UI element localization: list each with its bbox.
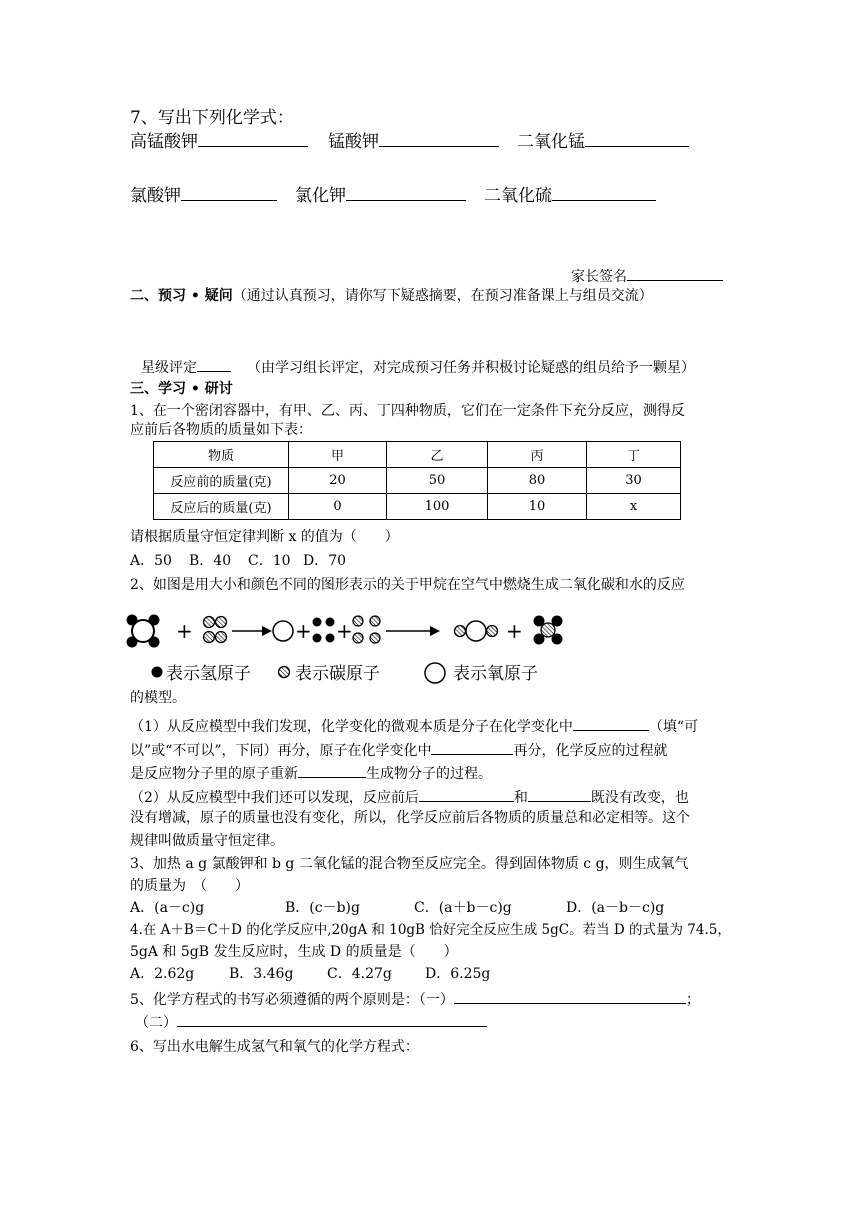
q1-line-2: 应前后各物质的质量如下表：	[130, 422, 312, 438]
q1-option-b[interactable]: B．40	[189, 553, 232, 569]
table-cell: 反应后的质量(克)	[154, 494, 289, 520]
q7-label-5: 氯化钾	[295, 186, 346, 206]
section-2-note: （通过认真预习，请你写下疑惑摘要，在预习准备课上与组员交流）	[232, 288, 653, 304]
star-rating-blank[interactable]	[197, 355, 231, 372]
parent-signature	[571, 264, 723, 287]
carbon-atom-icon	[279, 667, 290, 678]
legend-carbon-label: 表示碳原子	[295, 664, 380, 684]
q2-line-2: 的模型。	[130, 690, 186, 706]
table-header: 丙	[488, 442, 587, 468]
table-cell: 10	[488, 494, 587, 520]
q2-part2-line2: 没有增减，原子的质量也没有变化，所以，化学反应前后各物质的质量总和必定相等。这个	[130, 810, 690, 826]
q2-part1-text: 生成物分子的过程。	[366, 766, 492, 782]
q1-option-c[interactable]: C．10	[248, 553, 291, 569]
q5-text: ；	[685, 992, 700, 1008]
section-2-line	[130, 286, 653, 306]
q2-part1-text: （填“可	[648, 719, 699, 735]
q3-options	[130, 898, 664, 918]
q2-part2-text: 和	[513, 790, 528, 806]
table-header: 丁	[587, 442, 681, 468]
q2-part2-text: 既没有改变，也	[590, 790, 689, 806]
q7-label-6: 二氧化硫	[484, 186, 552, 206]
arrow-icon	[386, 626, 440, 636]
methane-molecule	[127, 615, 160, 648]
q2-part1-text: 以”或“不可以”，下同）再分，原子在化学变化中	[130, 743, 432, 759]
mass-table	[153, 441, 681, 520]
plus-sign: +	[506, 619, 523, 643]
table-cell: 80	[488, 468, 587, 494]
q1-line-1: 1、在一个密闭容器中，有甲、乙、丙、丁四种物质，它们在一定条件下充分反应，测得反	[130, 403, 685, 419]
q7-blank-1[interactable]	[198, 130, 308, 147]
q6-line: 6、写出水电解生成氢气和氧气的化学方程式：	[130, 1039, 419, 1055]
q1-options	[130, 551, 346, 571]
q2-line-1: 2、如图是用大小和颜色不同的图形表示的关于甲烷在空气中燃烧生成二氧化碳和水的反应	[130, 577, 685, 593]
q3-option-d[interactable]: D．(a－b－c)g	[566, 900, 665, 916]
hydrogen-atoms	[313, 618, 335, 643]
table-cell: 50	[387, 468, 488, 494]
q2-part1-line1	[130, 714, 698, 737]
table-cell: 0	[289, 494, 387, 520]
table-header: 物质	[154, 442, 289, 468]
table-cell: 反应前的质量(克)	[154, 468, 289, 494]
q4-line-2: 5gA 和 5gB 发生反应时，生成 D 的质量是（ ）	[130, 944, 458, 960]
q5-blank-1[interactable]	[454, 987, 686, 1004]
q4-option-b[interactable]: B．3.46g	[229, 966, 294, 982]
parent-signature-blank[interactable]	[627, 264, 723, 281]
q3-line-1: 3、加热 a g 氯酸钾和 b g 二氧化锰的混合物至反应完全。得到固体物质 c g，则生成氧气	[130, 856, 689, 872]
q4-options	[130, 964, 490, 984]
q7-blank-2[interactable]	[379, 130, 499, 147]
q7-blank-3[interactable]	[585, 130, 689, 147]
q7-label-4: 氯酸钾	[130, 186, 181, 206]
table-cell: x	[587, 494, 681, 520]
q7-label-1: 高锰酸钾	[130, 132, 198, 152]
q7-blank-5[interactable]	[346, 184, 466, 201]
q1-option-a[interactable]: A．50	[130, 553, 172, 569]
q3-option-b[interactable]: B．(c－b)g	[285, 900, 360, 916]
table-cell: 20	[289, 468, 387, 494]
q5-blank-2[interactable]	[177, 1010, 487, 1027]
water-molecules	[534, 616, 563, 645]
legend-oxygen	[425, 663, 538, 684]
q7-blank-4[interactable]	[181, 184, 277, 201]
q1-ask: 请根据质量守恒定律判断 x 的值为（ ）	[130, 529, 399, 545]
q4-option-d[interactable]: D．6.25g	[425, 966, 491, 982]
table-cell: 30	[587, 468, 681, 494]
star-rating-label: 星级评定	[141, 360, 197, 376]
star-rating-line	[141, 355, 695, 378]
q2-blank-4[interactable]	[419, 785, 514, 802]
q3-option-c[interactable]: C．(a＋b－c)g	[414, 900, 512, 916]
q2-part2-line1	[130, 785, 689, 808]
q2-blank-1[interactable]	[573, 714, 649, 731]
table-header: 甲	[289, 442, 387, 468]
q3-option-a[interactable]: A．(a－c)g	[130, 900, 205, 916]
section-2-heading: 二、预习 • 疑问	[130, 288, 233, 304]
legend-hydrogen-label: 表示氢原子	[166, 664, 251, 684]
q7-label-2: 锰酸钾	[328, 132, 379, 152]
legend-carbon	[279, 664, 381, 684]
q2-part2-text: （2）从反应模型中我们还可以发现，反应前后	[130, 790, 419, 806]
q7-title: 7、写出下列化学式：	[130, 108, 294, 128]
star-rating-note: （由学习组长评定，对完成预习任务并积极讨论疑惑的组员给予一颗星）	[247, 360, 695, 376]
q2-part1-text: （1）从反应模型中我们发现，化学变化的微观本质是分子在化学变化中	[130, 719, 573, 735]
q4-line-1: 4.在 A＋B＝C＋D 的化学反应中,20gA 和 10gB 恰好完全反应生成 5gC。若当 D 的式量为 74.5，	[130, 922, 731, 938]
reaction-model-diagram	[120, 608, 580, 688]
parent-signature-label: 家长签名	[571, 269, 627, 285]
q5-text: 5、化学方程式的书写必须遵循的两个原则是：（一）	[130, 992, 454, 1008]
q7-row2	[130, 184, 656, 208]
q2-part1-text: 再分，化学反应的过程就	[513, 743, 668, 759]
table-cell: 100	[387, 494, 488, 520]
hatched-atoms	[353, 616, 380, 643]
q4-option-c[interactable]: C．4.27g	[327, 966, 392, 982]
q2-part2-line3: 规律叫做质量守恒定律。	[130, 833, 284, 849]
plus-sign: +	[176, 619, 193, 643]
q2-part1-line2	[130, 738, 667, 761]
legend-hydrogen	[152, 664, 252, 684]
oxygen-atom-icon	[425, 663, 445, 683]
q7-row1	[130, 130, 689, 154]
q5-line-1	[130, 987, 700, 1010]
oxygen-molecules	[204, 617, 227, 643]
table-row	[154, 494, 681, 520]
section-3-heading: 三、学习 • 研讨	[130, 381, 233, 397]
arrow-icon	[232, 626, 272, 636]
q2-blank-2[interactable]	[431, 738, 513, 755]
q2-part1-text: 是反应物分子里的原子重新	[130, 766, 298, 782]
plus-sign: +	[295, 619, 312, 643]
hydrogen-atom-icon	[152, 667, 163, 678]
q3-line-2: 的质量为 （ ）	[130, 878, 249, 894]
q2-part1-line3	[130, 761, 492, 784]
q5-text: （二）	[135, 1015, 177, 1031]
q5-line-2	[135, 1010, 487, 1033]
atom-circle	[273, 621, 293, 641]
q2-blank-5[interactable]	[528, 785, 591, 802]
carbon-dioxide-molecule	[455, 621, 498, 641]
q7-label-3: 二氧化锰	[517, 132, 585, 152]
q2-blank-3[interactable]	[298, 761, 366, 778]
q7-blank-6[interactable]	[552, 184, 656, 201]
table-header: 乙	[387, 442, 488, 468]
q4-option-a[interactable]: A．2.62g	[130, 966, 195, 982]
table-header-row	[154, 442, 681, 468]
q1-option-d[interactable]: D．70	[303, 553, 347, 569]
legend-oxygen-label: 表示氧原子	[453, 664, 538, 684]
table-row	[154, 468, 681, 494]
plus-sign: +	[336, 619, 353, 643]
